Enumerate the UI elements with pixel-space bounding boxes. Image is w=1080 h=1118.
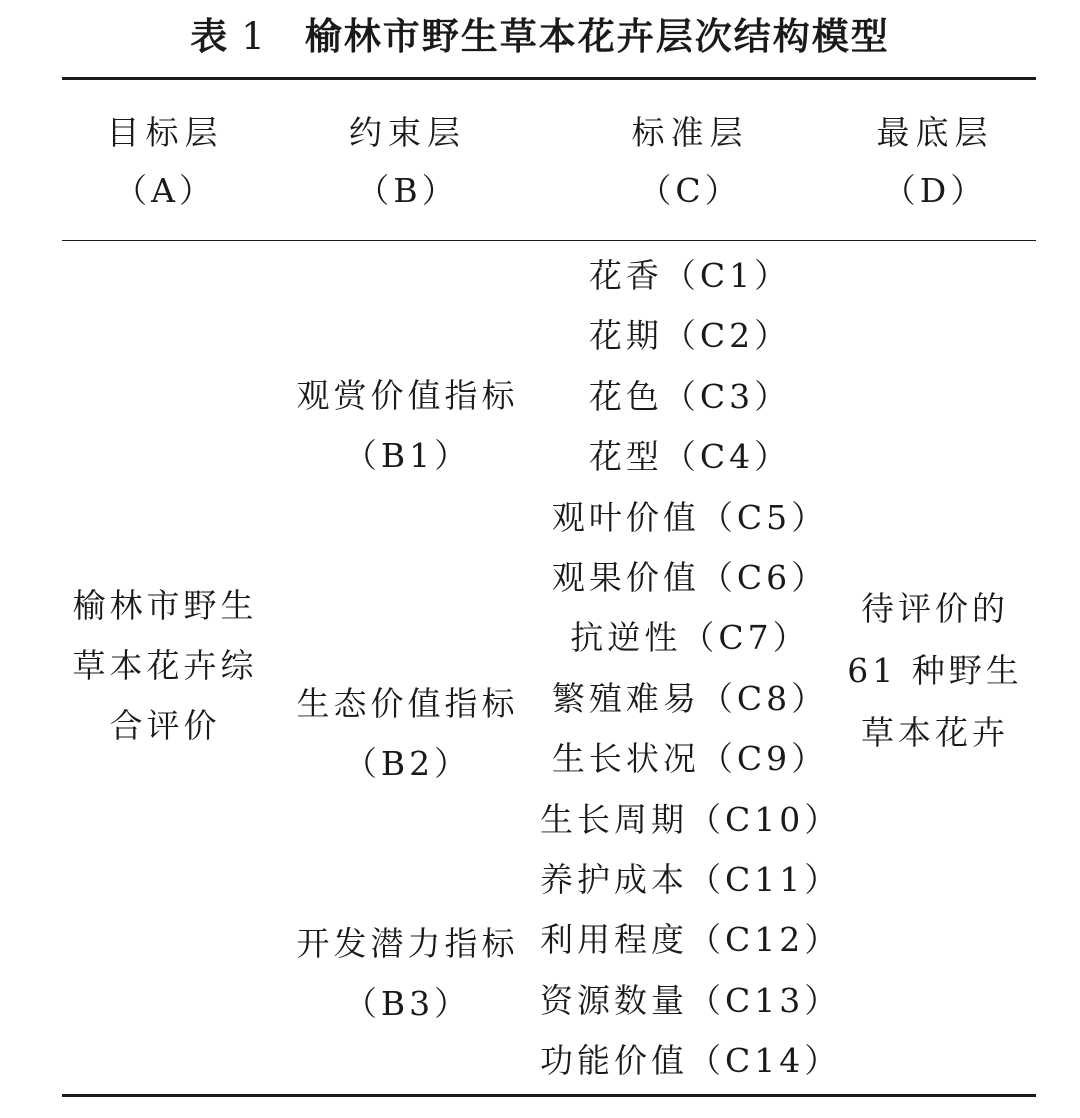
constraint-cell-b1 (280, 366, 535, 486)
header-bottom-layer (840, 104, 1030, 220)
header-name: 目标层 (106, 113, 224, 152)
criteria-item: 观叶价值（C5） (551, 497, 829, 537)
header-code: （C） (638, 171, 742, 210)
header-name: 约束层 (349, 113, 466, 152)
criteria-list (540, 246, 840, 1091)
constraint-code: （B3） (343, 984, 472, 1023)
criteria-item: 资源数量（C13） (540, 980, 842, 1020)
header-name: 标准层 (631, 113, 749, 152)
header-code: （B） (356, 171, 459, 210)
target-line: 合评价 (109, 706, 221, 745)
header-target-layer (50, 104, 280, 220)
criteria-item: 花期（C2） (588, 316, 792, 356)
header-criteria-layer (540, 104, 840, 220)
header-rule (62, 240, 1036, 241)
constraint-code: （B1） (343, 436, 472, 475)
constraint-cell-b2 (280, 674, 535, 794)
constraint-code: （B2） (343, 744, 472, 783)
bottom-line: 61 种野生 (847, 651, 1023, 690)
constraint-name: 观赏价值指标 (296, 376, 519, 415)
target-line: 榆林市野生 (72, 586, 258, 625)
criteria-item: 花香（C1） (588, 256, 792, 295)
criteria-item: 繁殖难易（C8） (551, 678, 829, 718)
constraint-name: 开发潜力指标 (296, 924, 519, 963)
bottom-line: 草本花卉 (861, 713, 1009, 752)
target-line: 草本花卉综 (72, 646, 258, 685)
header-code: （D） (882, 171, 988, 210)
criteria-item: 花色（C3） (588, 376, 792, 416)
constraint-cell-b3 (280, 914, 535, 1034)
criteria-item: 养护成本（C11） (540, 859, 842, 899)
bottom-line: 待评价的 (861, 589, 1009, 628)
header-name: 最底层 (876, 113, 994, 152)
header-code: （A） (114, 171, 216, 210)
criteria-item: 功能价值（C14） (540, 1041, 842, 1081)
criteria-item: 生长状况（C9） (551, 739, 829, 779)
criteria-item: 生长周期（C10） (540, 799, 842, 839)
table-title-label: 表 (190, 15, 230, 58)
table-title-text: 榆林市野生草本花卉层次结构模型 (304, 15, 890, 58)
table-title (0, 12, 1080, 62)
header-constraint-layer (280, 104, 535, 220)
bottom-layer-cell (840, 578, 1030, 764)
criteria-item: 花型（C4） (588, 437, 792, 477)
criteria-item: 观果价值（C6） (551, 557, 829, 597)
table-title-number: 1 (241, 15, 267, 58)
top-rule (62, 77, 1036, 80)
criteria-item: 利用程度（C12） (540, 920, 842, 960)
target-cell (50, 576, 280, 756)
constraint-name: 生态价值指标 (296, 684, 519, 723)
criteria-item: 抗逆性（C7） (570, 618, 810, 658)
bottom-rule (62, 1094, 1036, 1097)
